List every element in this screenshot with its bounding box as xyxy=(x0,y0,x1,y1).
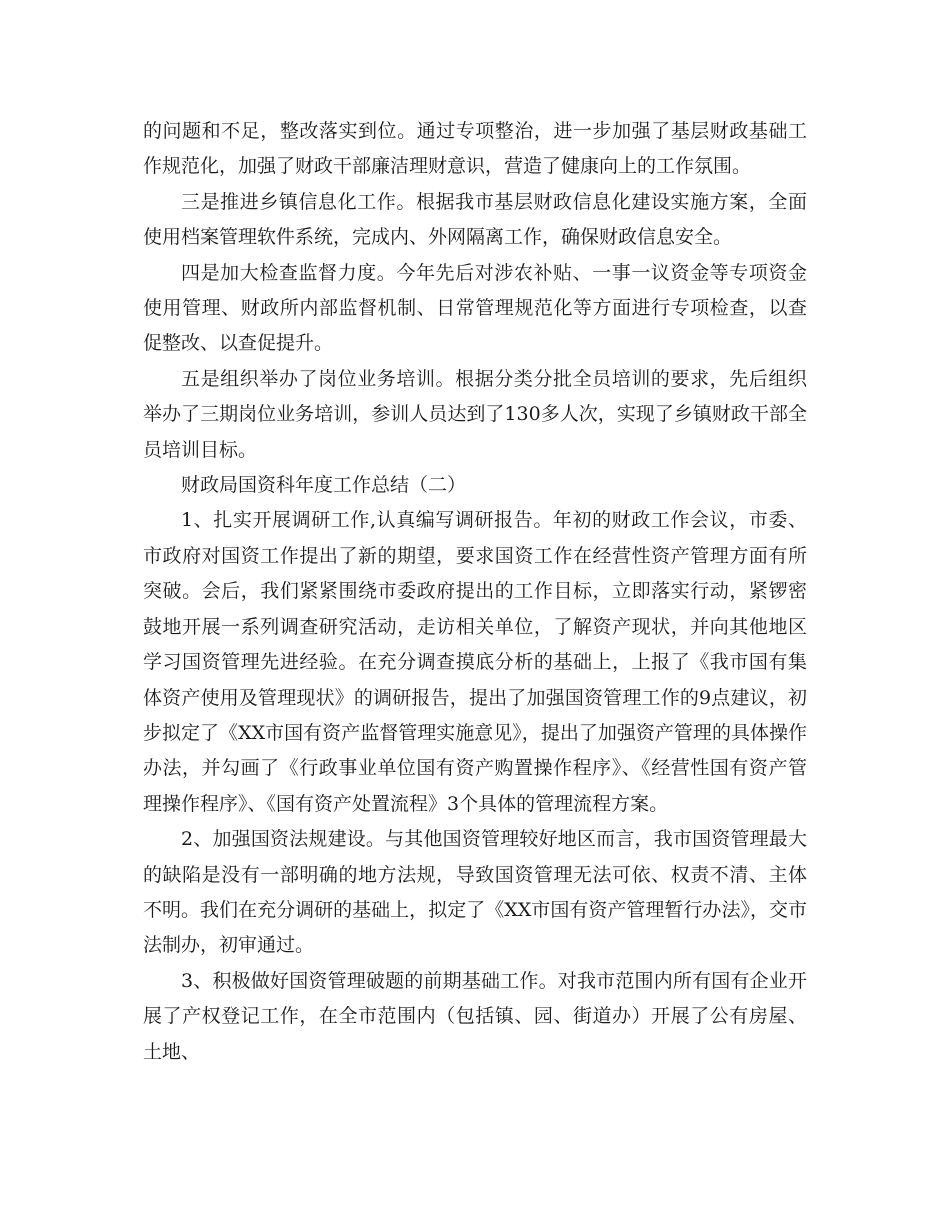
paragraph-2: 三是推进乡镇信息化工作。根据我市基层财政信息化建设实施方案，全面使用档案管理软件系统，完成内、外网隔离工作，确保财政信息安全。 xyxy=(143,190,807,249)
section-heading: 财政局国资科年度工作总结（二） xyxy=(181,474,467,497)
paragraph-7: 3、积极做好国资管理破题的前期基础工作。对我市范围内所有国有企业开展了产权登记工作，在全市范围内（包括镇、园、街道办）开展了公有房屋、土地、 xyxy=(143,969,807,1063)
paragraph-1: 的问题和不足，整改落实到位。通过专项整治，进一步加强了基层财政基础工作规范化，加强了财政干部廉洁理财意识，营造了健康向上的工作氛围。 xyxy=(143,120,807,178)
document-body xyxy=(143,114,807,1070)
paragraph-4: 五是组织举办了岗位业务培训。根据分类分批全员培训的要求，先后组织举办了三期岗位业务培训，参训人员达到了130多人次，实现了乡镇财政干部全员培训目标。 xyxy=(143,367,807,461)
paragraph-3: 四是加大检查监督力度。今年先后对涉农补贴、一事一议资金等专项资金使用管理、财政所内部监督机制、日常管理规范化等方面进行专项检查，以查促整改、以查促提升。 xyxy=(143,261,807,355)
paragraph-5: 1、扎实开展调研工作,认真编写调研报告。年初的财政工作会议，市委、市政府对国资工作提出了新的期望，要求国资工作在经营性资产管理方面有所突破。会后，我们紧紧围绕市委政府提出的工作目标，立即落实行动，紧锣密鼓地开展一系列调查研究活动，走访相关单位，了解资产现状，并向其他地区学习国资管理先进经验。在充分调查摸底分析的基础上，上报了《我市国有集体资产使用及管理现状》的调研报告，提出了加强国资管理工作的9点建议，初步拟定了《XX市国有资产监督管理实施意见》，提出了加强资产管理的具体操作办法，并勾画了《行政事业单位国有资产购置操作程序》、《经营性国有资产管理操作程序》、《国有资产处置流程》3个具体的管理流程方案。 xyxy=(143,509,807,815)
paragraph-6: 2、加强国资法规建设。与其他国资管理较好地区而言，我市国资管理最大的缺陷是没有一部明确的地方法规，导致国资管理无法可依、权责不清、主体不明。我们在充分调研的基础上，拟定了《XX市国有资产管理暂行办法》，交市法制办，初审通过。 xyxy=(143,828,807,957)
